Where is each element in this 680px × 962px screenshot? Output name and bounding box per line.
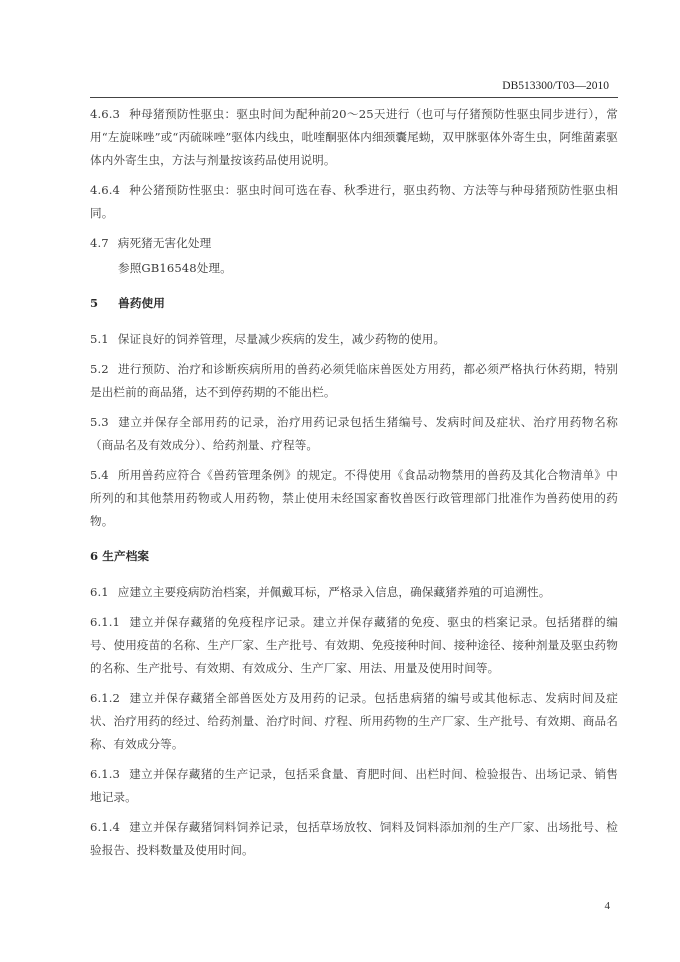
clause-5-2 xyxy=(90,358,618,404)
clause-5-4 xyxy=(90,464,618,533)
clause-number: 4.7 xyxy=(90,236,109,250)
clause-text: 应建立主要疫病防治档案，并佩戴耳标，严格录入信息，确保藏猪养殖的可追溯性。 xyxy=(117,585,551,599)
section-5-heading xyxy=(90,292,618,315)
section-6-heading: 6 生产档案 xyxy=(90,549,150,563)
clause-4-6-4 xyxy=(90,179,618,225)
page-number: 4 xyxy=(604,900,610,912)
document-body xyxy=(90,103,618,869)
clause-text: 所用兽药应符合《兽药管理条例》的规定。不得使用《食品动物禁用的兽药及其化合物清单》中所列的和其他禁用药物或人用药物，禁止使用未经国家畜牧兽医行政管理部门批准作为兽药使用的药物。 xyxy=(90,468,618,528)
header-divider xyxy=(90,97,618,98)
clause-number: 6.1 xyxy=(90,585,109,599)
clause-4-7 xyxy=(90,232,618,255)
clause-number: 5.3 xyxy=(90,415,109,429)
clause-4-6-3 xyxy=(90,103,618,172)
clause-5-1 xyxy=(90,328,618,351)
clause-text: 建立并保存藏猪全部兽医处方及用药的记录。包括患病猪的编号或其他标志、发病时间及症状、治疗用药的经过、给药剂量、治疗时间、疗程、所用药物的生产厂家、生产批号、有效期、商品名称、有效成分等。 xyxy=(90,691,618,751)
clause-number: 5.1 xyxy=(90,332,109,346)
clause-6-1 xyxy=(90,581,618,604)
clause-text: 保证良好的饲养管理，尽量减少疾病的发生，减少药物的使用。 xyxy=(117,332,446,346)
clause-number: 4.6.3 xyxy=(90,107,120,121)
clause-6-1-4 xyxy=(90,816,618,862)
clause-number: 6.1.4 xyxy=(90,820,120,834)
clause-number: 6.1.2 xyxy=(90,691,120,705)
clause-number: 5.4 xyxy=(90,468,109,482)
clause-6-1-3 xyxy=(90,763,618,809)
clause-text: 建立并保存藏猪的生产记录，包括采食量、育肥时间、出栏时间、检验报告、出场记录、销售地记录。 xyxy=(90,767,618,804)
document-code: DB513300/T03—2010 xyxy=(502,80,609,92)
clause-number: 5.2 xyxy=(90,362,109,376)
clause-text: 建立并保存藏猪的免疫程序记录。建立并保存藏猪的免疫、驱虫的档案记录。包括猪群的编号、使用疫苗的名称、生产厂家、生产批号、有效期、免疫接种时间、接种途径、接种剂量及驱虫药物的名称、生产批号、有效期、有效成分、生产厂家、用法、用量及使用时间等。 xyxy=(90,615,618,675)
clause-number: 6.1.3 xyxy=(90,767,120,781)
section-number: 5 xyxy=(90,296,99,310)
clause-6-1-1 xyxy=(90,611,618,680)
clause-number: 6.1.1 xyxy=(90,615,120,629)
clause-text: 建立并保存全部用药的记录，治疗用药记录包括生猪编号、发病时间及症状、治疗用药物名称（商品名及有效成分）、给药剂量、疗程等。 xyxy=(90,415,618,452)
clause-4-7-body: 参照GB16548处理。 xyxy=(118,261,232,275)
clause-title: 病死猪无害化处理 xyxy=(117,236,212,250)
clause-6-1-2 xyxy=(90,687,618,756)
clause-text: 种母猪预防性驱虫：驱虫时间为配种前20～25天进行（也可与仔猪预防性驱虫同步进行），常用“左旋咪唑”或“丙硫咪唑”驱体内线虫，吡喹酮驱体内细颈囊尾蚴，双甲脒驱体外寄生虫，阿维菌素驱体内外寄生虫，方法与剂量按该药品使用说明。 xyxy=(90,107,618,167)
clause-text: 进行预防、治疗和诊断疾病所用的兽药必须凭临床兽医处方用药，都必须严格执行休药期，特别是出栏前的商品猪，达不到停药期的不能出栏。 xyxy=(90,362,618,399)
section-title: 兽药使用 xyxy=(118,296,165,310)
clause-5-3 xyxy=(90,411,618,457)
clause-number: 4.6.4 xyxy=(90,183,120,197)
clause-text: 种公猪预防性驱虫：驱虫时间可选在春、秋季进行，驱虫药物、方法等与种母猪预防性驱虫相同。 xyxy=(90,183,618,220)
clause-text: 建立并保存藏猪饲料饲养记录，包括草场放牧、饲料及饲料添加剂的生产厂家、出场批号、检验报告、投料数量及使用时间。 xyxy=(90,820,618,857)
